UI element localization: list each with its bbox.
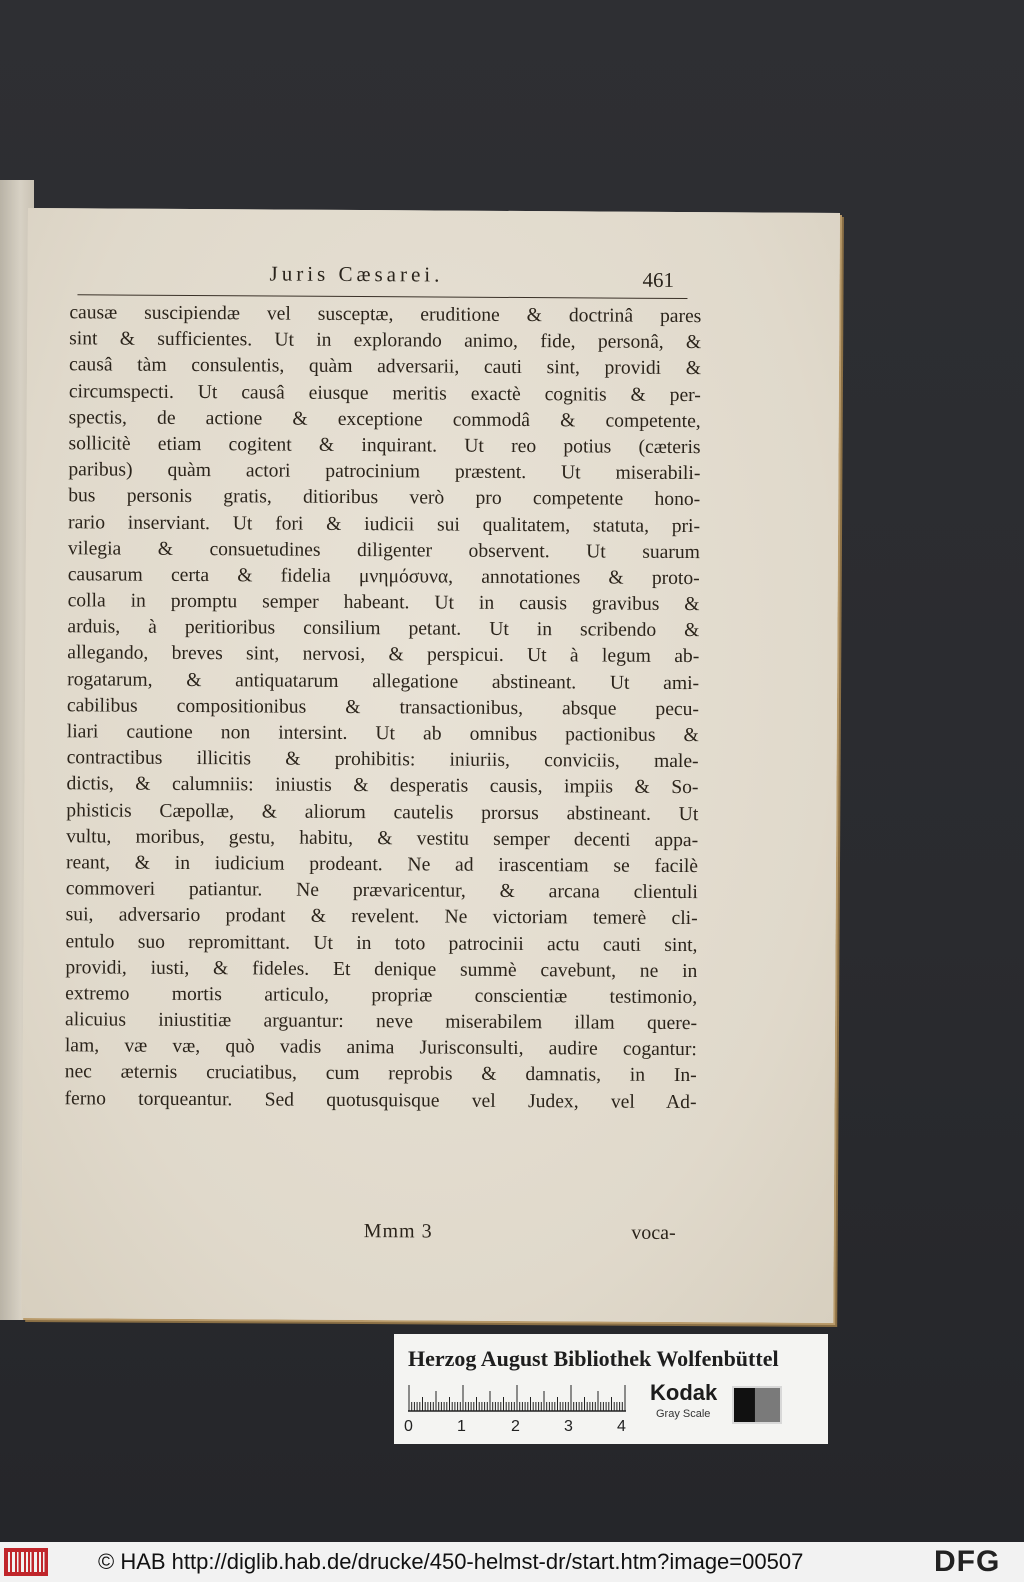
signature-mark: Mmm 3 xyxy=(363,1220,433,1243)
gray-patch xyxy=(732,1386,782,1424)
text-line: lam, væ væ, quò vadis anima Jurisconsulti, audire cogantur: xyxy=(64,1035,697,1061)
catchword: voca- xyxy=(631,1221,676,1244)
text-line: sint & sufficientes. Ut in explorando animo, fide, personâ, & xyxy=(69,328,702,354)
footer-citation: © HAB http://diglib.hab.de/drucke/450-helmst-dr/start.htm?image=00507 xyxy=(98,1549,804,1574)
book-page xyxy=(21,208,840,1323)
text-line: nec æternis cruciatibus, cum reprobis & damnatis, in In- xyxy=(64,1061,697,1087)
text-line: spectis, de actione & exceptione commodâ & competente, xyxy=(68,407,701,432)
kodak-subtitle: Gray Scale xyxy=(656,1408,711,1420)
page-surface xyxy=(21,208,840,1323)
ruler-number: 1 xyxy=(457,1418,466,1435)
text-line: paribus) quàm actori patrocinium præstent. Ut miserabili- xyxy=(68,459,701,485)
text-line: sollicitè etiam cogitent & inquirant. Ut reo potius (cæteris xyxy=(68,433,701,459)
running-head: Juris Cæsarei. xyxy=(269,261,444,287)
text-line: commoveri patiantur. Ne prævaricentur, & arcana clientuli xyxy=(65,878,698,904)
page-foot xyxy=(66,1218,676,1244)
text-line: providi, iusti, & fideles. Et denique summè cavebunt, ne in xyxy=(65,956,698,982)
text-line: entulo suo repromittant. Ut in toto patrocinii actu cauti sint, xyxy=(65,930,698,956)
text-line: causâ tàm consulentis, quàm adversarii, cauti sint, providi & xyxy=(68,354,702,380)
kodak-brand: Kodak xyxy=(650,1380,718,1405)
text-line: colla in promptu semper habeant. Ut in causis gravibus & xyxy=(67,590,700,616)
text-line: allegando, breves sint, nervosi, & perspicui. Ut à legum ab- xyxy=(67,642,700,668)
text-line: arduis, à peritioribus consilium petant. Ut in scribendo & xyxy=(67,616,700,642)
text-line: liari cautione non intersint. Ut ab omnibus pactionibus & xyxy=(66,721,699,747)
text-line: bus personis gratis, ditioribus verò pro competente hono- xyxy=(68,485,701,511)
text-line: vilegia & consuetudines diligenter observent. Ut suarum xyxy=(67,537,700,563)
text-line: ferno torqueantur. Sed quotusquisque vel Judex, vel Ad- xyxy=(64,1087,697,1113)
ruler-number: 0 xyxy=(404,1418,413,1435)
body-text xyxy=(64,300,701,1116)
text-line: phisticis Cæpollæ, & aliorum cautelis prorsus abstineant. Ut xyxy=(66,799,699,825)
page-number: 461 xyxy=(642,267,675,292)
ruler-scale-icon xyxy=(408,1380,628,1412)
footer-bar xyxy=(0,1542,1024,1582)
text-line: reant, & in iudicium prodeant. Ne ad irascentiam se facilè xyxy=(65,852,699,878)
text-line: alicuius iniustitiæ arguantur: neve miserabilem illam quere- xyxy=(64,1009,698,1035)
text-line: vultu, moribus, gestu, habitu, & vestitu semper decenti appa- xyxy=(66,825,699,851)
text-line: contractibus illicitis & prohibitis: iniuriis, conviciis, male- xyxy=(66,747,699,773)
text-line: sui, adversario prodant & revelent. Ne victoriam temerè cli- xyxy=(65,904,698,930)
ruler-numbers xyxy=(404,1418,634,1438)
text-line: rogatarum, & antiquatarum allegatione abstineant. Ut ami- xyxy=(67,668,700,694)
text-line: causæ suscipiendæ vel susceptæ, eruditione & doctrinâ pares xyxy=(69,302,702,328)
text-line: extremo mortis articulo, propriæ conscientiæ testimonio, xyxy=(65,983,698,1008)
text-line: causarum certa & fidelia μνημόσυνα, annotationes & proto- xyxy=(67,564,700,589)
color-calibration-card xyxy=(394,1334,828,1444)
barcode-logo-icon xyxy=(4,1548,48,1576)
text-line: dictis, & calumniis: iniustis & desperatis causis, impiis & So- xyxy=(66,773,699,799)
head-rule xyxy=(77,294,687,299)
text-line: rario inserviant. Ut fori & iudicii sui qualitatem, statuta, pri- xyxy=(68,511,701,537)
card-title: Herzog August Bibliothek Wolfenbüttel xyxy=(408,1346,779,1371)
dfg-logo: DFG xyxy=(934,1545,1001,1578)
ruler-number: 4 xyxy=(617,1418,626,1435)
text-line: cabilibus compositionibus & transactionibus, absque pecu- xyxy=(66,695,700,720)
ruler-number: 3 xyxy=(564,1418,573,1435)
ruler-number: 2 xyxy=(511,1418,520,1435)
text-line: circumspecti. Ut causâ eiusque meritis exactè cognitis & per- xyxy=(68,380,701,406)
